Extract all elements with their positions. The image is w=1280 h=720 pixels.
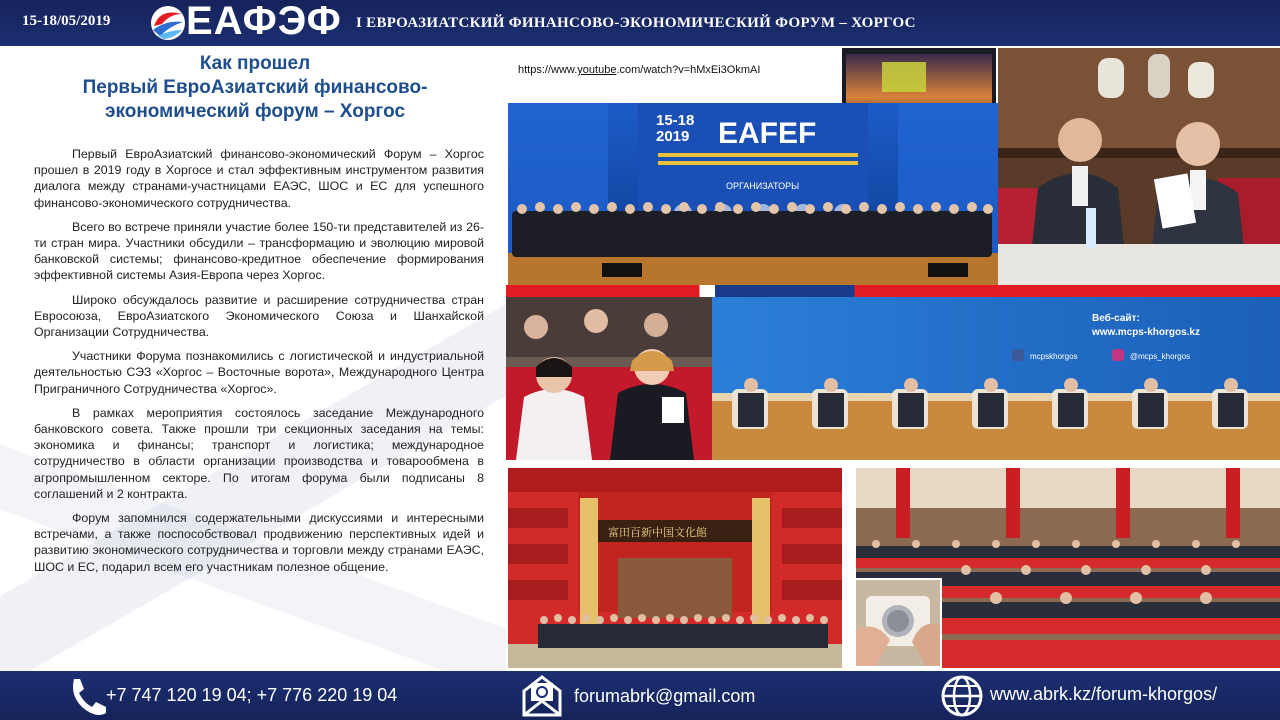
footer-phone[interactable]: +7 747 120 19 04; +7 776 220 19 04 xyxy=(106,685,398,705)
decorative-band xyxy=(506,285,1280,297)
article-title-line-2: Первый ЕвроАзиатский финансово- xyxy=(82,77,428,98)
mail-icon xyxy=(520,673,564,720)
article-title xyxy=(20,52,490,124)
article-paragraph: Первый ЕвроАзиатский финансово-экономический Форум – Хоргос прошел в 2019 году в Хоргосе и стал эффективным инструментом развития диалога между странами-участницами ЕАЭС, ШОС и ЕС для успешного финансово-экономического сотрудничества. xyxy=(34,147,484,210)
panel-site-label: Веб-сайт: xyxy=(1092,313,1140,324)
article-paragraph: Участники Форума познакомились с логистической и индустриальной деятельностью СЭЗ «Хоргос – Восточные ворота», Международного Центра Приграничного Сотрудничества «Хоргос». xyxy=(34,349,484,396)
photo-commemorative-coin xyxy=(854,578,942,668)
stage-banner-text: EAFEF xyxy=(718,117,817,150)
video-link-domain: youtube xyxy=(577,64,617,76)
event-dates: 15-18/05/2019 xyxy=(22,13,111,29)
forum-title: I ЕВРОАЗИАТСКИЙ ФИНАНСОВО-ЭКОНОМИЧЕСКИЙ ФОРУМ – ХОРГОС xyxy=(356,15,916,31)
photo-building-group xyxy=(508,468,842,668)
photo-stage-group xyxy=(508,103,998,285)
footer-email[interactable]: forumabrk@gmail.com xyxy=(574,686,756,706)
footer-website[interactable]: www.abrk.kz/forum-khorgos/ xyxy=(990,684,1218,704)
article-column xyxy=(0,46,506,671)
video-link-prefix: https://www. xyxy=(518,64,578,76)
article-body xyxy=(34,146,484,583)
video-link-suffix: .com/watch?v=hMxEi3OkmAI xyxy=(616,64,761,76)
video-link[interactable] xyxy=(518,64,760,76)
panel-site-url: www.mcps-khorgos.kz xyxy=(1092,327,1200,338)
panel-social-1: mcpskhorgos xyxy=(1030,352,1078,361)
article-title-line-3: экономический форум – Хоргос xyxy=(104,101,406,122)
article-paragraph: Форум запомнился содержательными дискуссиями и интересными встречами, а также поспособствовал продвижению перспективных идей и развитию экономического сотрудничества и торговли между странами ЕАЭС, ШОС и ЕС, подарил всем его участникам полезное общение. xyxy=(34,511,484,574)
article-paragraph: В рамках мероприятия состоялось заседание Международного банковского совета. Также прошли три секционных заседания на темы: экономика и финансы; транспорт и логистика; международное сотрудничество в области организации производства и товарообмена в агропромышленном секторе. По итогам форума были подписаны 8 соглашений и 2 контракта. xyxy=(34,405,484,501)
stage-subtitle: ОРГАНИЗАТОРЫ xyxy=(726,181,800,191)
logo-swirl-icon xyxy=(148,2,188,44)
stage-date-2: 2019 xyxy=(656,128,690,145)
photo-officials-meeting xyxy=(998,48,1280,285)
logo-text: ЕАФЭФ xyxy=(186,0,342,43)
article-paragraph: Всего во встрече приняли участие более 150-ти представителей из 26-ти стран мира. Участники обсудили – трансформацию и эволюцию мировой банковской системы; финансово-кредитное обеспечение формирования эффективной системы Азия-Европа через Хоргос. xyxy=(34,219,484,283)
phone-icon xyxy=(66,675,106,720)
article-title-line-1: Как прошел xyxy=(199,53,311,74)
header-bar xyxy=(0,0,1280,46)
photo-panel-discussion xyxy=(712,297,1280,460)
photo-audience-women xyxy=(506,297,712,460)
stage-date-1: 15-18 xyxy=(656,112,695,129)
panel-social-2: @mcps_khorgos xyxy=(1130,352,1191,361)
forum-logo[interactable] xyxy=(148,2,348,44)
globe-icon xyxy=(940,674,984,720)
building-sign: 富田百新中国文化館 xyxy=(608,526,707,539)
article-paragraph: Широко обсуждалось развитие и расширение сотрудничества стран Евросоюза, ЕвроАзиатского Экономического Союза и Шанхайской Организации Сотрудничества. xyxy=(34,292,484,340)
footer-bar xyxy=(0,671,1280,720)
